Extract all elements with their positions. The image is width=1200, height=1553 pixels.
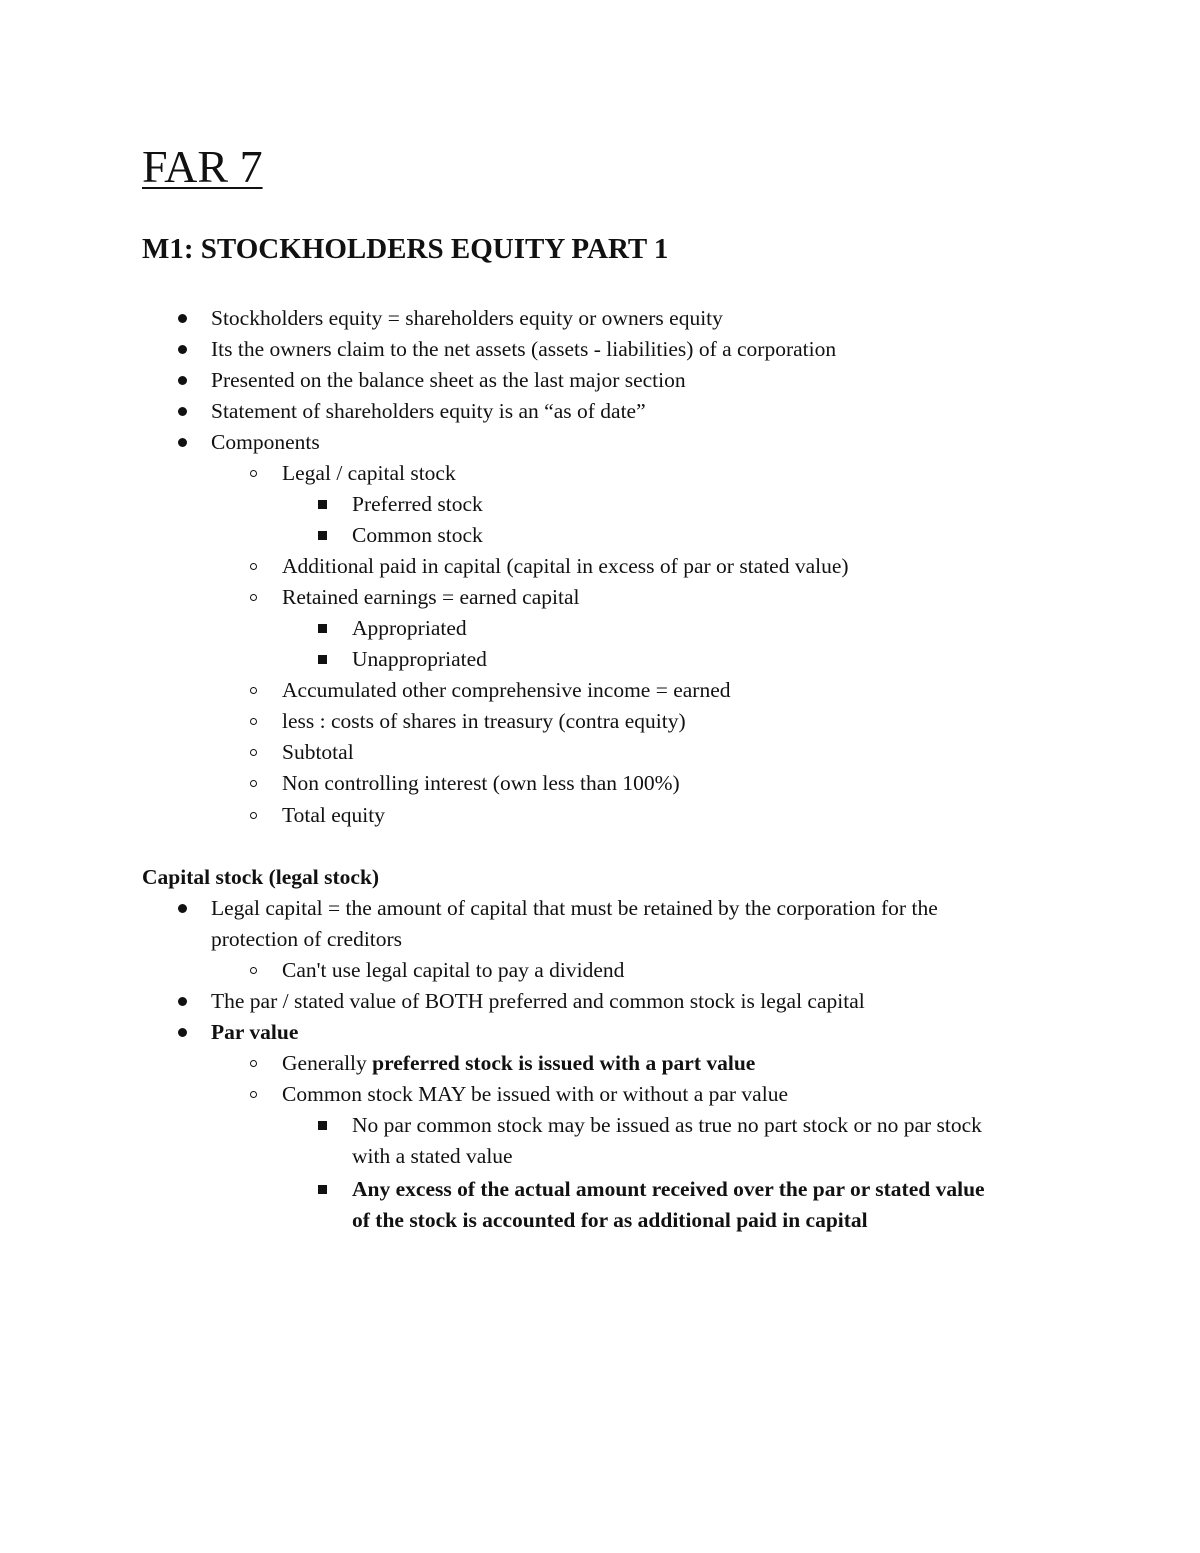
bullet-disc-icon [178, 314, 187, 323]
list-item-text: Accumulated other comprehensive income = earned [282, 678, 731, 702]
list-item-text: Common stock [352, 523, 483, 547]
document-title: FAR 7 [142, 141, 263, 192]
bullet-disc-icon [178, 438, 187, 447]
list-item-text: Unappropriated [352, 647, 487, 671]
list-item-text: Stockholders equity = shareholders equity or owners equity [211, 306, 723, 330]
bullet-circle-icon [250, 749, 257, 756]
bullet-circle-icon [250, 1091, 257, 1098]
list-item-text-prefix: Generally [282, 1051, 373, 1075]
bullet-circle-icon [250, 718, 257, 725]
list-item-text: Legal / capital stock [282, 461, 456, 485]
bullet-disc-icon [178, 345, 187, 354]
bullet-square-icon [318, 531, 327, 540]
bullet-square-icon [318, 624, 327, 633]
subsection-heading: Capital stock (legal stock) [142, 865, 380, 889]
bullet-disc-icon [178, 997, 187, 1006]
list-item-text: Components [211, 430, 320, 454]
bullet-circle-icon [250, 812, 257, 819]
list-item-text: Appropriated [352, 616, 467, 640]
list-item-text: Presented on the balance sheet as the last major section [211, 368, 686, 392]
bullet-circle-icon [250, 967, 257, 974]
list-item-text: Total equity [282, 803, 385, 827]
bullet-disc-icon [178, 1028, 187, 1037]
bullet-circle-icon [250, 1060, 257, 1067]
bullet-disc-icon [178, 407, 187, 416]
list-item-text: less : costs of shares in treasury (contra equity) [282, 709, 686, 733]
list-item-text: with a stated value [352, 1144, 513, 1168]
bullet-disc-icon [178, 904, 187, 913]
bullet-circle-icon [250, 594, 257, 601]
bullet-circle-icon [250, 780, 257, 787]
list-item-text-emphasis: preferred stock is issued with a part value [372, 1051, 756, 1075]
bullet-circle-icon [250, 687, 257, 694]
bullet-square-icon [318, 1121, 327, 1130]
list-item-text: Can't use legal capital to pay a dividend [282, 958, 625, 982]
bullet-circle-icon [250, 470, 257, 477]
section-heading: M1: STOCKHOLDERS EQUITY PART 1 [142, 233, 669, 265]
list-item-text: The par / stated value of BOTH preferred and common stock is legal capital [211, 989, 865, 1013]
bullet-square-icon [318, 500, 327, 509]
list-item-text: Additional paid in capital (capital in excess of par or stated value) [282, 554, 849, 578]
list-item-text: Preferred stock [352, 492, 483, 516]
list-item-text: Par value [211, 1020, 299, 1044]
bullet-square-icon [318, 655, 327, 664]
bullet-circle-icon [250, 563, 257, 570]
list-item-text: Legal capital = the amount of capital that must be retained by the corporation for the [211, 896, 938, 920]
list-item-text: Common stock MAY be issued with or without a par value [282, 1082, 788, 1106]
bullet-disc-icon [178, 376, 187, 385]
list-item-text: protection of creditors [211, 927, 403, 951]
list-item-text: Its the owners claim to the net assets (assets - liabilities) of a corporation [211, 337, 837, 361]
list-item-text: No par common stock may be issued as true no part stock or no par stock [352, 1113, 982, 1137]
list-item-text: Any excess of the actual amount received over the par or stated value [352, 1177, 985, 1201]
list-item-text [282, 1048, 755, 1079]
bullet-square-icon [318, 1185, 327, 1194]
list-item-text: Statement of shareholders equity is an “as of date” [211, 399, 646, 423]
list-item-text: Retained earnings = earned capital [282, 585, 580, 609]
list-item-text: of the stock is accounted for as additional paid in capital [352, 1208, 868, 1232]
list-item-text: Non controlling interest (own less than 100%) [282, 771, 680, 795]
list-item-text: Subtotal [282, 740, 354, 764]
